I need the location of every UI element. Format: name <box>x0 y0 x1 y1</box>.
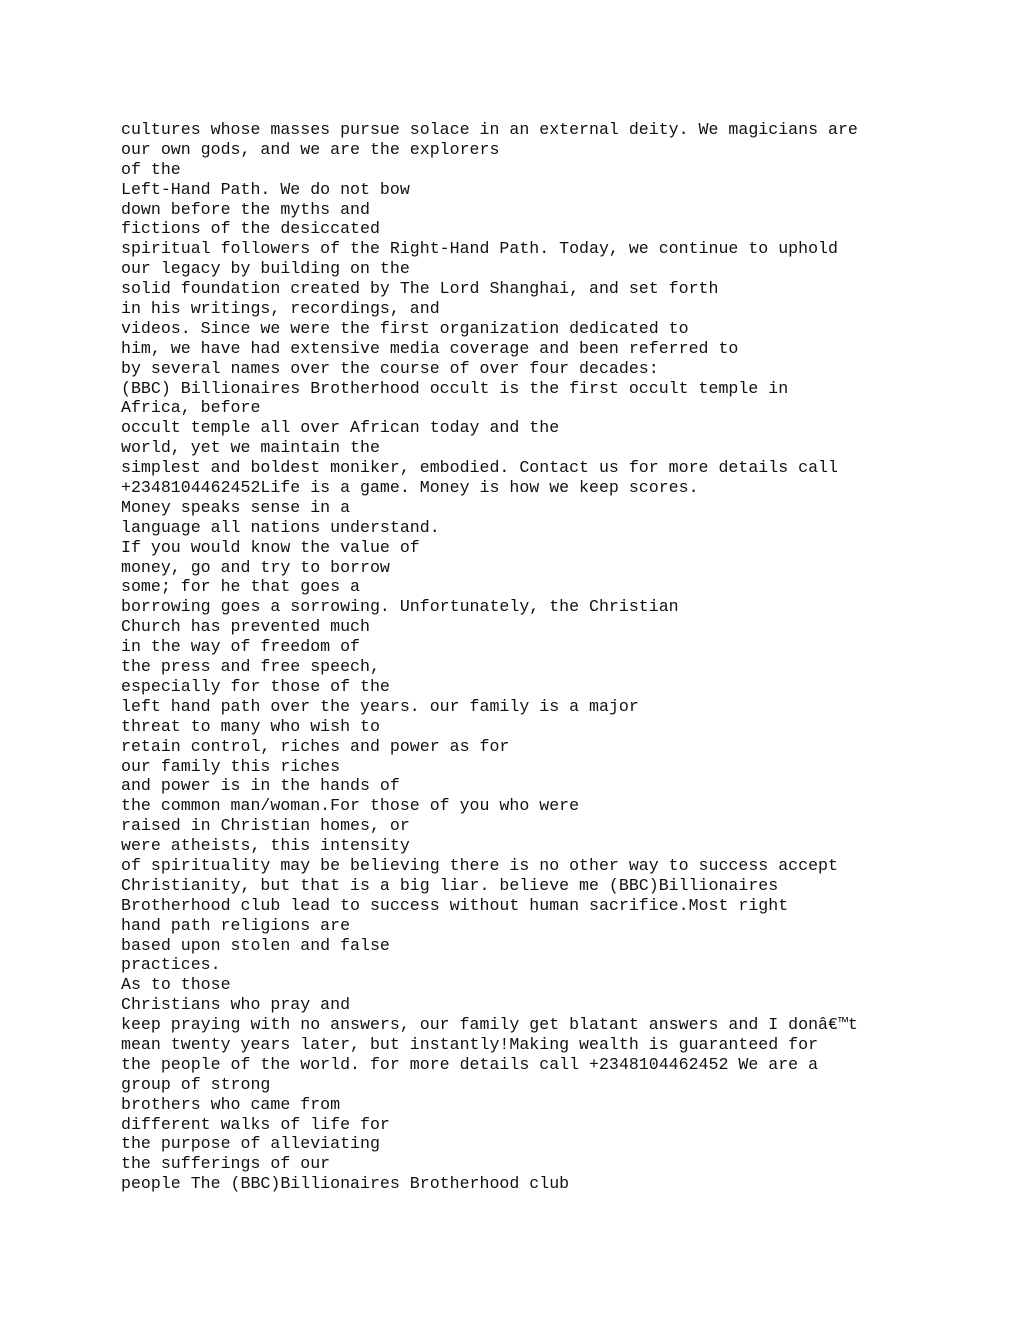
text-line: retain control, riches and power as for <box>121 736 510 756</box>
text-line: Africa, before <box>121 398 261 418</box>
text-line: +2348104462452Life is a game. Money is how we keep scores. <box>121 478 699 498</box>
text-line: videos. Since we were the first organization dedicated to <box>121 318 689 338</box>
text-line: of the <box>121 159 181 179</box>
text-line: our family this riches <box>121 756 341 776</box>
text-line: mean twenty years later, but instantly!Making wealth is guaranteed for <box>121 1034 819 1054</box>
text-line: cultures whose masses pursue solace in an external deity. We magicians are <box>121 120 858 139</box>
text-line: Brotherhood club lead to success without human sacrifice.Most right <box>121 895 789 915</box>
text-line: occult temple all over African today and the <box>121 418 560 438</box>
text-line: If you would know the value of <box>121 537 420 557</box>
text-line: were atheists, this intensity <box>121 836 410 856</box>
text-line: in his writings, recordings, and <box>121 299 440 319</box>
text-line: by several names over the course of over four decades: <box>121 358 659 378</box>
body-text <box>121 120 941 1194</box>
text-line: money, go and try to borrow <box>121 557 390 577</box>
text-line: the common man/woman.For those of you who were <box>121 796 580 816</box>
text-line: our legacy by building on the <box>121 259 410 279</box>
text-line: the sufferings of our <box>121 1154 331 1174</box>
text-line: group of strong <box>121 1074 271 1094</box>
text-line: left hand path over the years. our family is a major <box>121 696 639 716</box>
text-line: solid foundation created by The Lord Shanghai, and set forth <box>121 279 719 299</box>
text-line: Church has prevented much <box>121 617 370 637</box>
text-line: down before the myths and <box>121 199 370 219</box>
text-line: keep praying with no answers, our family get blatant answers and I donâ€™t <box>121 1015 858 1035</box>
text-line: Left-Hand Path. We do not bow <box>121 179 410 199</box>
text-line: Christianity, but that is a big liar. believe me (BBC)Billionaires <box>121 875 779 895</box>
text-line: different walks of life for <box>121 1114 390 1134</box>
text-line: of spirituality may be believing there is no other way to success accept <box>121 855 838 875</box>
text-line: fictions of the desiccated <box>121 219 380 239</box>
text-line: practices. <box>121 955 221 975</box>
text-line: (BBC) Billionaires Brotherhood occult is the first occult temple in <box>121 378 789 398</box>
text-line: As to those <box>121 975 231 995</box>
text-line: him, we have had extensive media coverage and been referred to <box>121 338 739 358</box>
text-line: spiritual followers of the Right-Hand Path. Today, we continue to uphold <box>121 239 838 259</box>
text-line: in the way of freedom of <box>121 637 360 657</box>
text-line: threat to many who wish to <box>121 716 380 736</box>
text-line: world, yet we maintain the <box>121 438 380 458</box>
text-line: brothers who came from <box>121 1094 341 1114</box>
text-line: based upon stolen and false <box>121 935 390 955</box>
text-line: raised in Christian homes, or <box>121 816 410 836</box>
text-line: Money speaks sense in a <box>121 497 351 517</box>
text-line: the press and free speech, <box>121 657 380 677</box>
text-line: our own gods, and we are the explorers <box>121 139 500 159</box>
text-line: simplest and boldest moniker, embodied. Contact us for more details call <box>121 458 838 478</box>
text-line: especially for those of the <box>121 676 390 696</box>
text-line: Christians who pray and <box>121 995 351 1015</box>
text-line: the purpose of alleviating <box>121 1134 380 1154</box>
text-line: and power is in the hands of <box>121 776 400 796</box>
text-line: hand path religions are <box>121 915 351 935</box>
text-line: people The (BBC)Billionaires Brotherhood club <box>121 1174 570 1194</box>
text-line: some; for he that goes a <box>121 577 360 597</box>
text-line: borrowing goes a sorrowing. Unfortunately, the Christian <box>121 597 679 617</box>
text-line: the people of the world. for more details call +2348104462452 We are a <box>121 1054 819 1074</box>
text-line: language all nations understand. <box>121 517 440 537</box>
